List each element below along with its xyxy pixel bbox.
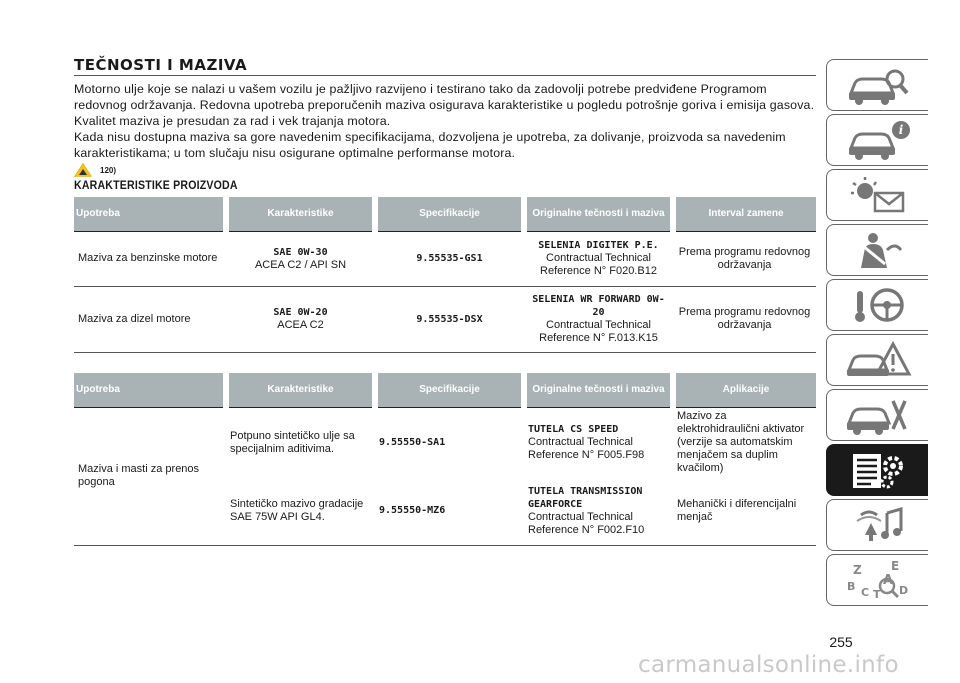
application-cell: Mehanički i diferencijalni menjač — [673, 477, 816, 545]
specification-cell: 9.55550-SA1 — [379, 437, 446, 448]
original-fluid-cell: TUTELA CS SPEED Contractual Technical Reference N° F005.F98 — [528, 424, 645, 461]
table-row — [74, 286, 816, 352]
warning-triangle-icon — [74, 163, 92, 177]
warning-ref-number: 120) — [100, 165, 117, 175]
tab-alphabetical-index[interactable] — [826, 554, 928, 606]
usage-cell: Maziva i masti za prenos pogona — [74, 408, 226, 545]
index-letter: T — [872, 588, 881, 600]
car-info-icon — [843, 120, 913, 160]
table-header — [74, 373, 816, 408]
seatbelt-person-icon — [843, 230, 913, 270]
alphabetical-index-icon — [843, 560, 913, 600]
title-divider — [74, 75, 816, 76]
tab-multimedia[interactable] — [826, 499, 928, 551]
specification-cell: 9.55535-GS1 — [375, 232, 524, 286]
usage-cell: Maziva za benzinske motore — [74, 232, 226, 286]
table-row — [74, 408, 816, 477]
watermark: carmanualsonline.info — [638, 652, 899, 678]
intro-text — [74, 81, 818, 161]
usage-cell: Maziva za dizel motore — [74, 286, 226, 352]
index-letter: E — [890, 560, 899, 573]
svg-text:i: i — [898, 123, 903, 137]
header-usage: Upotreba — [74, 373, 226, 408]
tab-emergency[interactable] — [826, 334, 928, 386]
header-applications: Aplikacije — [673, 373, 816, 408]
characteristics-cell: Sintetičko mazivo gradacije SAE 75W API GL4. — [226, 477, 375, 545]
intro-paragraph-1: Motorno ulje koje se nalazi u vašem vozilu je pažljivo razvijeno i testirano tako da zadovolji potrebe predviđene Programom redovnog održavanja. Redovna upotreba preporučenih maziva osigurava karakteristike u pogledu potrošnje goriva i emisija gasova. Kvalitet maziva je presudan za rad i vek trajanja motora. — [74, 82, 815, 128]
header-specifications: Specifikacije — [375, 197, 524, 232]
header-specifications: Specifikacije — [375, 373, 524, 408]
interval-cell: Prema programu redovnog održavanja — [673, 232, 816, 286]
steering-wheel-icon — [843, 285, 913, 325]
tab-car-search[interactable] — [826, 59, 928, 111]
original-fluid-cell: SELENIA DIGITEK P.E. Contractual Technical Reference N° F020.B12 — [524, 232, 673, 286]
index-letter: D — [898, 584, 908, 597]
characteristics-cell: SAE 0W-20 ACEA C2 — [226, 286, 375, 352]
original-fluid-cell: SELENIA WR FORWARD 0W-20 Contractual Technical Reference N° F.013.K15 — [524, 286, 673, 352]
transmission-oil-table — [74, 373, 816, 546]
header-original-fluids: Originalne tečnosti i maziva — [524, 373, 673, 408]
tab-safety[interactable] — [826, 224, 928, 276]
original-fluid-cell: TUTELA TRANSMISSION GEARFORCE Contractual Technical Reference N° F002.F10 — [524, 477, 673, 545]
index-letter: B — [846, 580, 855, 593]
warning-reference — [74, 163, 116, 177]
header-characteristics: Karakteristike — [226, 197, 375, 232]
characteristics-cell: Potpuno sintetičko ulje sa specijalnim aditivima. — [230, 429, 355, 455]
tab-maintenance[interactable] — [826, 389, 928, 441]
multimedia-icon — [843, 505, 913, 545]
intro-paragraph-2: Kada nisu dostupna maziva sa gore navedenim specifikacijama, dozvoljena je upotreba, za dolivanje, proizvoda sa navedenim karakteristikama; u tom slučaju nisu osigurane optimalne performanse motora. — [74, 130, 786, 160]
characteristics-cell: SAE 0W-30 ACEA C2 / API SN — [226, 232, 375, 286]
tab-technical-data[interactable] — [826, 444, 928, 496]
tab-warning-lights[interactable] — [826, 169, 928, 221]
car-tools-icon — [843, 395, 913, 435]
warning-lights-icon — [843, 175, 913, 215]
page-title: TEČNOSTI I MAZIVA — [74, 56, 248, 74]
emergency-triangle-icon — [843, 340, 913, 380]
car-search-icon — [843, 65, 913, 105]
page-number: 255 — [829, 634, 853, 650]
table-header — [74, 197, 816, 232]
index-letter: Z — [852, 563, 862, 577]
specification-cell: 9.55535-DSX — [375, 286, 524, 352]
header-original-fluids: Originalne tečnosti i maziva — [524, 197, 673, 232]
table-row — [74, 232, 816, 286]
tab-car-info[interactable] — [826, 114, 928, 166]
header-characteristics: Karakteristike — [226, 373, 375, 408]
technical-data-icon — [843, 450, 913, 490]
engine-oil-table — [74, 197, 816, 353]
section-heading: KARAKTERISTIKE PROIZVODA — [74, 180, 238, 192]
header-usage: Upotreba — [74, 197, 226, 232]
interval-cell: Prema programu redovnog održavanja — [673, 286, 816, 352]
index-letter: C — [860, 586, 869, 599]
header-interval: Interval zamene — [673, 197, 816, 232]
application-cell: Mazivo za elektrohidraulični aktivator (verzije sa automatskim menjačem sa duplim kvačilom) — [677, 410, 805, 474]
specification-cell: 9.55550-MZ6 — [375, 477, 524, 545]
index-letter: A — [882, 573, 893, 588]
tab-driving[interactable] — [826, 279, 928, 331]
